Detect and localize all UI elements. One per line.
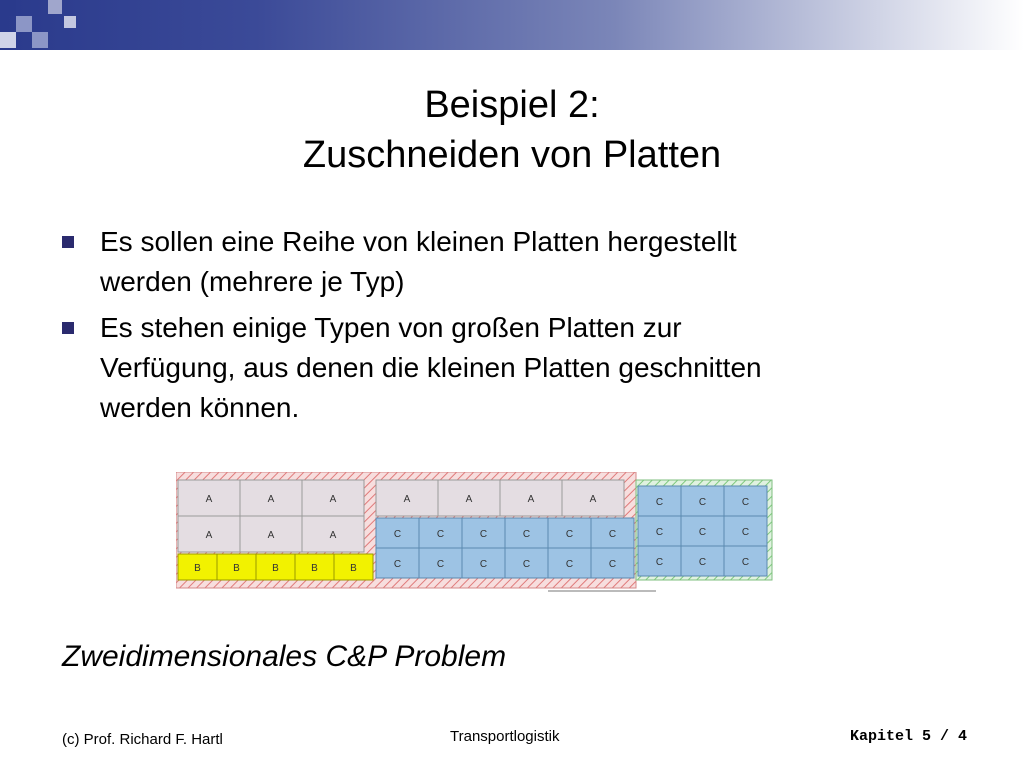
piece-a-label: A	[465, 494, 473, 505]
piece-c-label: C	[608, 529, 617, 540]
piece-a-label: A	[267, 530, 275, 541]
piece-c-label: C	[565, 559, 574, 570]
square-bullet-icon	[62, 236, 74, 248]
piece-a-label: A	[403, 494, 411, 505]
piece-a-label: A	[527, 494, 535, 505]
piece-c-label: C	[608, 559, 617, 570]
bullet-2-line-3: werden können.	[100, 392, 300, 423]
piece-a-label: A	[267, 494, 275, 505]
piece-b-label: B	[194, 563, 201, 574]
piece-b-label: B	[350, 563, 357, 574]
piece-c-label: C	[436, 529, 445, 540]
piece-c-label: C	[655, 527, 664, 538]
bullet-2-line-2: Verfügung, aus denen die kleinen Platten geschnitten	[100, 352, 762, 383]
piece-c-label: C	[479, 559, 488, 570]
header-gradient-bar	[0, 0, 1024, 50]
bullet-item	[62, 308, 962, 428]
piece-c-label: C	[741, 527, 750, 538]
cutting-pattern-diagram	[176, 472, 776, 594]
problem-subtitle: Zweidimensionales C&P Problem	[62, 640, 507, 673]
piece-c-label: C	[741, 497, 750, 508]
piece-c-label: C	[655, 497, 664, 508]
piece-b-label: B	[311, 563, 318, 574]
piece-c-label: C	[393, 559, 402, 570]
cut-pieces	[178, 480, 767, 580]
piece-c-label: C	[522, 529, 531, 540]
piece-b-label: B	[272, 563, 279, 574]
piece-a-label: A	[205, 494, 213, 505]
title-line-1: Beispiel 2:	[424, 84, 600, 126]
bullet-list	[62, 222, 962, 434]
piece-c-label: C	[698, 557, 707, 568]
square-bullet-icon	[62, 322, 74, 334]
piece-c-label: C	[436, 559, 445, 570]
piece-b-label: B	[233, 563, 240, 574]
bullet-2-line-1: Es stehen einige Typen von großen Platten zur	[100, 312, 682, 343]
piece-c-label: C	[698, 497, 707, 508]
piece-c-label: C	[393, 529, 402, 540]
piece-a-label: A	[205, 530, 213, 541]
slide-title	[0, 80, 1024, 180]
piece-c-label: C	[565, 529, 574, 540]
piece-a-label: A	[329, 530, 337, 541]
piece-c-label: C	[479, 529, 488, 540]
footer-course: Transportlogistik	[450, 728, 560, 745]
piece-c-label: C	[741, 557, 750, 568]
footer-author: (c) Prof. Richard F. Hartl	[62, 731, 223, 748]
bullet-1-line-1: Es sollen eine Reihe von kleinen Platten hergestellt	[100, 226, 737, 257]
piece-a-label: A	[589, 494, 597, 505]
title-line-2: Zuschneiden von Platten	[302, 134, 722, 176]
footer-page-number: Kapitel 5 / 4	[850, 728, 968, 745]
piece-c-label: C	[655, 557, 664, 568]
piece-c-label: C	[698, 527, 707, 538]
bullet-1-line-2: werden (mehrere je Typ)	[100, 266, 405, 297]
piece-a-label: A	[329, 494, 337, 505]
bullet-item	[62, 222, 962, 302]
piece-c-label: C	[522, 559, 531, 570]
